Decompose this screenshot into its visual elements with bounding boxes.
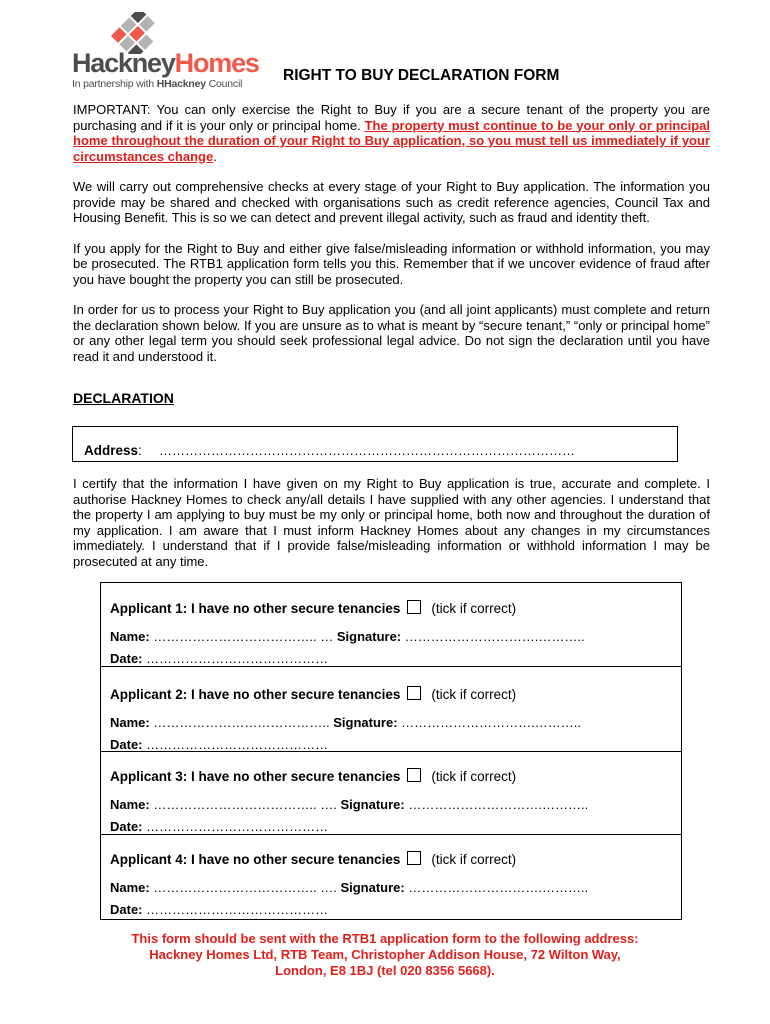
applicant-1-block bbox=[101, 583, 681, 666]
logo-wordmark: HackneyHomes bbox=[72, 48, 259, 78]
address-input-line[interactable]: …………………………………………………………………………………… bbox=[159, 443, 575, 458]
applicant-3-block bbox=[101, 751, 681, 834]
important-paragraph: IMPORTANT: You can only exercise the Right to Buy if you are a secure tenant of the property you are purchasing and if it is your only or principal home. The property must continue to be your only or principal home throughout the duration of your Right to Buy application, so you must tell us immediately if your circumstances change. bbox=[73, 102, 710, 164]
applicants-table bbox=[100, 582, 682, 920]
row-divider bbox=[101, 666, 681, 667]
tick-hint: (tick if correct) bbox=[431, 601, 517, 616]
applicant-4-block bbox=[101, 834, 681, 917]
date-label: Date: bbox=[110, 651, 143, 666]
tick-hint: (tick if correct) bbox=[431, 852, 517, 867]
hackney-homes-logo bbox=[72, 12, 272, 92]
applicant-1-name-field[interactable]: ……………………………….. … bbox=[153, 629, 334, 644]
signature-label: Signature: bbox=[340, 797, 405, 812]
applicant-4-checkbox[interactable] bbox=[407, 851, 421, 865]
signature-label: Signature: bbox=[340, 880, 405, 895]
page-title: RIGHT TO BUY DECLARATION FORM bbox=[283, 67, 560, 84]
address-field[interactable]: Address: …………………………………………………………………………………… bbox=[72, 426, 678, 462]
applicant-1-checkbox[interactable] bbox=[407, 600, 421, 614]
date-label: Date: bbox=[110, 819, 143, 834]
prosecution-paragraph: If you apply for the Right to Buy and either give false/misleading information or withhold information, you may be prosecuted. The RTB1 application form tells you this. Remember that if we uncover evidence of fraud after you have bought the property you can still be prosecuted. bbox=[73, 240, 710, 287]
tick-hint: (tick if correct) bbox=[431, 769, 517, 784]
applicant-3-date-field[interactable]: …………………………………… bbox=[146, 819, 329, 834]
instructions-paragraph: In order for us to process your Right to Buy application you (and all joint applicants) must complete and return the declaration shown below. If you are unsure as to what is meant by “secure tenant,” “only or principal home” or any other legal term you should seek professional legal advice. Do not sign the declaration until you have read it and understood it. bbox=[73, 302, 710, 364]
applicant-2-checkbox[interactable] bbox=[407, 686, 421, 700]
checks-paragraph: We will carry out comprehensive checks at every stage of your Right to Buy application. The information you provide may be shared and checked with organisations such as credit reference agencies, Council Tax and Housing Benefit. This is so we can detect and prevent illegal activity, such as fraud and identity theft. bbox=[73, 179, 710, 225]
important-warning: The property must continue to be your only or principal home throughout the duration of your Right to Buy application, so you must tell us immediately if your circumstances change bbox=[73, 117, 710, 164]
name-label: Name: bbox=[110, 629, 150, 644]
applicant-4-signature-field[interactable]: ………………………….……….. bbox=[408, 880, 589, 895]
applicant-1-label: Applicant 1: I have no other secure tenancies bbox=[110, 601, 401, 616]
applicant-2-label: Applicant 2: I have no other secure tenancies bbox=[110, 687, 401, 702]
applicant-4-date-field[interactable]: …………………………………… bbox=[146, 902, 329, 917]
footer-line-1: This form should be sent with the RTB1 application form to the following address: bbox=[131, 931, 639, 946]
applicant-4-name-field[interactable]: ……………………………….. …. bbox=[153, 880, 337, 895]
name-label: Name: bbox=[110, 797, 150, 812]
return-address-note bbox=[0, 931, 770, 979]
certification-paragraph: I certify that the information I have given on my Right to Buy application is true, accurate and complete. I authorise Hackney Homes to check any/all details I have supplied with any other agencies. I understand that the property I am applying to buy must be my only or principal home, both now and throughout the duration of my application. I am aware that I must inform Hackney Homes about any changes in my circumstances immediately. I understand that if I provide false/misleading information or withhold information I may be prosecuted at any time. bbox=[73, 476, 710, 569]
logo-tagline: In partnership with HHackney Council bbox=[72, 78, 243, 90]
applicant-2-date-field[interactable]: …………………………………… bbox=[146, 737, 329, 752]
address-label: Address bbox=[84, 443, 139, 458]
tick-hint: (tick if correct) bbox=[431, 687, 517, 702]
applicant-3-checkbox[interactable] bbox=[407, 768, 421, 782]
signature-label: Signature: bbox=[333, 715, 398, 730]
applicant-2-name-field[interactable]: ………………………………….. bbox=[153, 715, 330, 730]
applicant-1-signature-field[interactable]: ………………………….……….. bbox=[404, 629, 585, 644]
intro-section bbox=[73, 102, 710, 379]
date-label: Date: bbox=[110, 902, 143, 917]
applicant-2-signature-field[interactable]: ………………………….……….. bbox=[401, 715, 581, 730]
name-label: Name: bbox=[110, 880, 150, 895]
applicant-1-date-field[interactable]: …………………………………… bbox=[146, 651, 329, 666]
name-label: Name: bbox=[110, 715, 150, 730]
footer-line-2: Hackney Homes Ltd, RTB Team, Christopher Addison House, 72 Wilton Way, bbox=[149, 947, 621, 962]
applicant-3-label: Applicant 3: I have no other secure tenancies bbox=[110, 769, 401, 784]
date-label: Date: bbox=[110, 737, 143, 752]
footer-line-3: London, E8 1BJ (tel 020 8356 5668). bbox=[275, 963, 495, 978]
applicant-2-block bbox=[101, 669, 681, 752]
applicant-4-label: Applicant 4: I have no other secure tenancies bbox=[110, 852, 401, 867]
applicant-3-signature-field[interactable]: ………………………….……….. bbox=[408, 797, 589, 812]
declaration-heading: DECLARATION bbox=[73, 390, 174, 406]
applicant-3-name-field[interactable]: ……………………………….. …. bbox=[153, 797, 337, 812]
signature-label: Signature: bbox=[336, 629, 402, 644]
hackney-council-h-icon: H bbox=[156, 78, 165, 90]
